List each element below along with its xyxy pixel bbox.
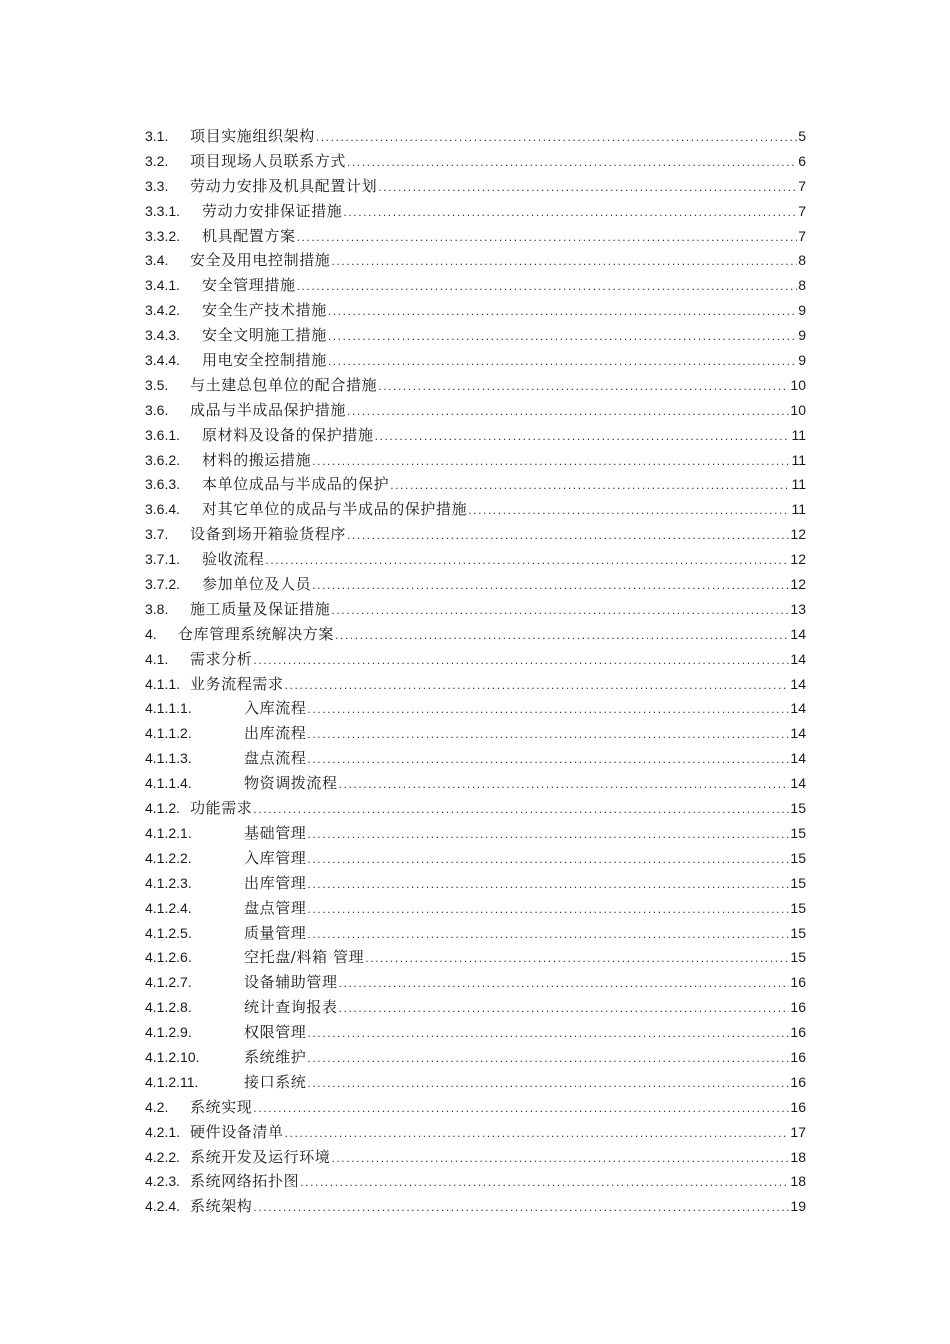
toc-entry[interactable]	[145, 821, 806, 846]
toc-entry[interactable]	[145, 1194, 806, 1219]
toc-entry-page-number: 11	[791, 426, 806, 443]
toc-entry-page-number: 8	[798, 277, 806, 294]
toc-entry-page-number: 7	[798, 202, 806, 219]
toc-entry-number: 4.1.1.1.	[145, 700, 192, 717]
toc-dot-leader	[335, 623, 789, 648]
toc-dot-leader	[307, 847, 789, 872]
toc-entry[interactable]	[145, 522, 806, 547]
toc-entry-page-number: 13	[790, 600, 806, 617]
toc-entry-page-number: 14	[790, 650, 806, 667]
toc-entry-number: 3.7.2.	[145, 576, 181, 593]
toc-entry-title: 硬件设备清单	[190, 1122, 284, 1141]
toc-entry-page-number: 15	[790, 899, 806, 916]
toc-entry[interactable]	[145, 896, 806, 921]
toc-dot-leader	[307, 897, 789, 922]
toc-entry-title: 安全文明施工措施	[202, 326, 327, 345]
toc-entry[interactable]	[145, 1120, 806, 1145]
toc-entry[interactable]	[145, 746, 806, 771]
toc-entry-title: 劳动力安排及机具配置计划	[190, 176, 378, 195]
toc-entry-number: 3.6.3.	[145, 476, 181, 493]
toc-entry-page-number: 16	[790, 1048, 806, 1065]
toc-entry-number: 3.5.	[145, 376, 169, 393]
toc-entry-number: 4.1.2.10.	[145, 1048, 200, 1065]
toc-entry-number: 3.3.2.	[145, 227, 181, 244]
toc-entry-page-number: 19	[790, 1198, 806, 1215]
toc-entry-title: 参加单位及人员	[202, 575, 312, 594]
toc-entry[interactable]	[145, 672, 806, 697]
toc-entry-number: 3.1.	[145, 128, 169, 144]
toc-entry-number: 3.3.	[145, 177, 169, 194]
toc-entry-title: 本单位成品与半成品的保护	[202, 475, 390, 494]
toc-entry[interactable]	[145, 547, 806, 572]
toc-entry-page-number: 16	[790, 999, 806, 1016]
toc-entry[interactable]	[145, 647, 806, 672]
toc-entry-page-number: 14	[790, 725, 806, 742]
toc-entry-title: 入库流程	[244, 699, 307, 718]
toc-entry-page-number: 14	[790, 775, 806, 792]
toc-entry[interactable]	[145, 323, 806, 348]
toc-entry[interactable]	[145, 921, 806, 946]
toc-entry-number: 4.2.1.	[145, 1123, 181, 1140]
toc-dot-leader	[378, 175, 797, 200]
toc-entry[interactable]	[145, 721, 806, 746]
toc-dot-leader	[328, 349, 797, 374]
toc-entry-page-number: 16	[790, 1024, 806, 1041]
toc-entry-number: 3.3.1.	[145, 202, 181, 219]
toc-dot-leader	[316, 125, 797, 150]
toc-entry-page-number: 14	[790, 700, 806, 717]
toc-entry-page-number: 18	[790, 1148, 806, 1165]
toc-entry-title: 出库流程	[244, 724, 307, 743]
toc-dot-leader	[312, 573, 789, 598]
toc-entry-number: 4.1.1.	[145, 675, 181, 692]
toc-entry-page-number: 15	[790, 849, 806, 866]
toc-entry-number: 3.2.	[145, 152, 169, 169]
toc-entry-page-number: 9	[798, 352, 806, 369]
toc-entry-page-number: 17	[790, 1123, 806, 1140]
toc-entry-number: 3.4.	[145, 252, 169, 269]
toc-entry-title: 对其它单位的成品与半成品的保护措施	[202, 500, 468, 519]
toc-entry-number: 3.8.	[145, 600, 169, 617]
toc-entry-title: 材料的搬运措施	[202, 450, 312, 469]
toc-entry[interactable]	[145, 1070, 806, 1095]
toc-entry-title: 物资调拨流程	[244, 774, 338, 793]
toc-entry[interactable]	[145, 995, 806, 1020]
toc-entry-title: 成品与半成品保护措施	[190, 400, 347, 419]
toc-dot-leader	[297, 274, 798, 299]
toc-dot-leader	[365, 946, 789, 971]
toc-dot-leader	[285, 673, 790, 698]
toc-entry-page-number: 12	[790, 576, 806, 593]
toc-entry-page-number: 7	[798, 177, 806, 194]
toc-dot-leader	[307, 747, 789, 772]
toc-dot-leader	[331, 249, 797, 274]
toc-dot-leader	[307, 1071, 789, 1096]
toc-entry-title: 质量管理	[244, 923, 307, 942]
toc-dot-leader	[307, 922, 789, 947]
toc-entry-title: 设备辅助管理	[244, 973, 338, 992]
toc-entry-number: 4.1.1.4.	[145, 775, 192, 792]
toc-entry-page-number: 9	[798, 302, 806, 319]
toc-entry[interactable]	[145, 448, 806, 473]
toc-entry-page-number: 6	[798, 152, 806, 169]
toc-entry-number: 3.4.2.	[145, 302, 181, 319]
toc-entry-title: 接口系统	[244, 1072, 307, 1091]
toc-entry[interactable]	[145, 1045, 806, 1070]
toc-entry[interactable]	[145, 174, 806, 199]
toc-entry[interactable]	[145, 373, 806, 398]
toc-entry-title: 与土建总包单位的配合措施	[190, 375, 378, 394]
toc-entry-number: 4.2.3.	[145, 1173, 181, 1190]
toc-entry-page-number: 15	[790, 800, 806, 817]
toc-entry-page-number: 14	[790, 675, 806, 692]
toc-entry-title: 安全生产技术措施	[202, 301, 327, 320]
toc-entry-title: 安全及用电控制措施	[190, 251, 331, 270]
toc-entry-title: 系统开发及运行环境	[190, 1147, 331, 1166]
toc-entry-title: 权限管理	[244, 1023, 307, 1042]
toc-dot-leader	[468, 498, 790, 523]
toc-entry-title: 功能需求	[190, 799, 253, 818]
toc-entry[interactable]	[145, 398, 806, 423]
toc-entry-number: 4.1.2.3.	[145, 874, 192, 891]
toc-dot-leader	[253, 797, 789, 822]
toc-dot-leader	[347, 399, 789, 424]
toc-entry-title: 基础管理	[244, 823, 307, 842]
toc-entry-title: 用电安全控制措施	[202, 351, 327, 370]
toc-entry-page-number: 10	[790, 376, 806, 393]
toc-entry-page-number: 14	[790, 750, 806, 767]
toc-entry-page-number: 14	[790, 625, 806, 642]
toc-entry-number: 4.1.2.1.	[145, 824, 192, 841]
toc-entry[interactable]	[145, 298, 806, 323]
toc-dot-leader	[339, 996, 790, 1021]
toc-entry[interactable]	[145, 199, 806, 224]
toc-entry-number: 3.4.3.	[145, 327, 181, 344]
toc-entry[interactable]	[145, 1145, 806, 1170]
toc-entry-number: 3.4.1.	[145, 277, 181, 294]
toc-entry-page-number: 12	[790, 551, 806, 568]
toc-entry-number: 4.1.2.9.	[145, 1024, 192, 1041]
toc-entry-page-number: 11	[791, 451, 806, 468]
toc-dot-leader	[328, 299, 797, 324]
toc-dot-leader	[307, 1021, 789, 1046]
toc-entry-page-number: 7	[798, 227, 806, 244]
toc-entry-number: 4.1.2.6.	[145, 949, 192, 966]
toc-entry[interactable]	[145, 970, 806, 995]
toc-entry-title: 劳动力安排保证措施	[202, 201, 343, 220]
toc-entry-page-number: 8	[798, 252, 806, 269]
toc-entry-number: 3.6.	[145, 401, 169, 418]
toc-dot-leader	[378, 374, 789, 399]
toc-dot-leader	[265, 548, 789, 573]
toc-dot-leader	[307, 697, 789, 722]
toc-entry-page-number: 16	[790, 974, 806, 991]
toc-entry-number: 3.7.	[145, 526, 169, 543]
toc-entry[interactable]	[145, 597, 806, 622]
toc-entry-page-number: 11	[791, 476, 806, 493]
toc-entry-number: 4.1.2.2.	[145, 849, 192, 866]
toc-entry[interactable]	[145, 846, 806, 871]
toc-dot-leader	[312, 449, 790, 474]
toc-entry[interactable]	[145, 348, 806, 373]
toc-entry-page-number: 15	[790, 949, 806, 966]
toc-entry[interactable]	[145, 273, 806, 298]
toc-entry-title: 安全管理措施	[202, 276, 296, 295]
toc-entry-title: 需求分析	[190, 649, 253, 668]
toc-entry-number: 4.1.2.4.	[145, 899, 192, 916]
toc-entry-page-number: 11	[791, 501, 806, 518]
toc-entry-title: 系统维护	[244, 1047, 307, 1066]
toc-entry-number: 3.7.1.	[145, 551, 181, 568]
toc-entry-number: 3.4.4.	[145, 352, 181, 369]
toc-entry-title: 机具配置方案	[202, 226, 296, 245]
toc-dot-leader	[347, 150, 797, 175]
toc-dot-leader	[307, 722, 789, 747]
toc-entry-number: 4.1.2.	[145, 800, 181, 817]
toc-entry-number: 4.1.1.2.	[145, 725, 192, 742]
toc-entry-page-number: 10	[790, 401, 806, 418]
toc-entry-page-number: 12	[790, 526, 806, 543]
toc-dot-leader	[339, 772, 790, 797]
toc-dot-leader	[297, 225, 798, 250]
toc-entry-page-number: 18	[790, 1173, 806, 1190]
toc-dot-leader	[375, 424, 791, 449]
toc-entry-title: 入库管理	[244, 848, 307, 867]
toc-entry-number: 4.2.	[145, 1098, 169, 1115]
toc-entry-title: 业务流程需求	[190, 674, 284, 693]
toc-entry-page-number: 5	[798, 128, 806, 144]
toc-entry-title: 系统网络拓扑图	[190, 1172, 300, 1191]
toc-entry-title: 原材料及设备的保护措施	[202, 425, 374, 444]
toc-dot-leader	[307, 822, 789, 847]
toc-entry-number: 3.6.2.	[145, 451, 181, 468]
toc-entry[interactable]	[145, 796, 806, 821]
toc-entry-title: 出库管理	[244, 873, 307, 892]
toc-entry-number: 4.1.2.11.	[145, 1073, 199, 1090]
toc-entry-number: 4.	[145, 625, 157, 642]
toc-entry-title: 项目现场人员联系方式	[190, 151, 347, 170]
toc-dot-leader	[307, 872, 789, 897]
toc-entry[interactable]	[145, 696, 806, 721]
toc-dot-leader	[343, 200, 797, 225]
toc-entry-number: 3.6.1.	[145, 426, 181, 443]
toc-entry-title: 设备到场开箱验货程序	[190, 525, 347, 544]
toc-dot-leader	[390, 473, 790, 498]
toc-dot-leader	[253, 1195, 789, 1220]
toc-entry-page-number: 15	[790, 924, 806, 941]
toc-dot-leader	[339, 971, 790, 996]
toc-entry-title: 盘点流程	[244, 749, 307, 768]
toc-entry-number: 4.1.2.7.	[145, 974, 192, 991]
toc-entry-page-number: 9	[798, 327, 806, 344]
toc-entry[interactable]	[145, 248, 806, 273]
toc-entry-number: 4.1.	[145, 650, 169, 667]
toc-entry-number: 4.2.4.	[145, 1198, 181, 1215]
toc-dot-leader	[300, 1170, 789, 1195]
toc-entry-title: 施工质量及保证措施	[190, 599, 331, 618]
toc-entry-title: 空托盘/料箱 管理	[244, 948, 365, 967]
toc-entry-page-number: 15	[790, 874, 806, 891]
toc-dot-leader	[307, 1046, 789, 1071]
toc-entry[interactable]	[145, 1020, 806, 1045]
toc-dot-leader	[331, 1146, 789, 1171]
toc-dot-leader	[331, 598, 789, 623]
toc-dot-leader	[253, 1096, 789, 1121]
toc-entry[interactable]	[145, 472, 806, 497]
toc-entry[interactable]	[145, 149, 806, 174]
toc-entry[interactable]	[145, 771, 806, 796]
toc-entry-title: 验收流程	[202, 550, 265, 569]
toc-entry-title: 项目实施组织架构	[190, 127, 315, 145]
toc-entry[interactable]	[145, 224, 806, 249]
toc-dot-leader	[253, 648, 789, 673]
toc-entry[interactable]	[145, 124, 806, 149]
toc-entry[interactable]	[145, 1169, 806, 1194]
toc-entry-number: 4.1.1.3.	[145, 750, 192, 767]
toc-entry-number: 4.2.2.	[145, 1148, 181, 1165]
toc-entry[interactable]	[145, 572, 806, 597]
toc-entry-number: 4.1.2.8.	[145, 999, 192, 1016]
toc-entry-page-number: 16	[790, 1098, 806, 1115]
toc-entry[interactable]	[145, 871, 806, 896]
toc-entry[interactable]	[145, 622, 806, 647]
toc-entry-page-number: 16	[790, 1073, 806, 1090]
toc-entry[interactable]	[145, 945, 806, 970]
toc-entry-number: 3.6.4.	[145, 501, 181, 518]
table-of-contents	[145, 124, 806, 1219]
toc-entry-title: 系统实现	[190, 1097, 253, 1116]
toc-entry-title: 统计查询报表	[244, 998, 338, 1017]
toc-entry-title: 仓库管理系统解决方案	[178, 624, 335, 643]
toc-entry-page-number: 15	[790, 824, 806, 841]
toc-entry-number: 4.1.2.5.	[145, 924, 192, 941]
toc-entry[interactable]	[145, 1095, 806, 1120]
toc-dot-leader	[347, 523, 789, 548]
toc-entry[interactable]	[145, 497, 806, 522]
toc-dot-leader	[285, 1121, 790, 1146]
toc-entry-title: 系统架构	[190, 1197, 253, 1216]
toc-entry-title: 盘点管理	[244, 898, 307, 917]
toc-dot-leader	[328, 324, 797, 349]
toc-entry[interactable]	[145, 423, 806, 448]
